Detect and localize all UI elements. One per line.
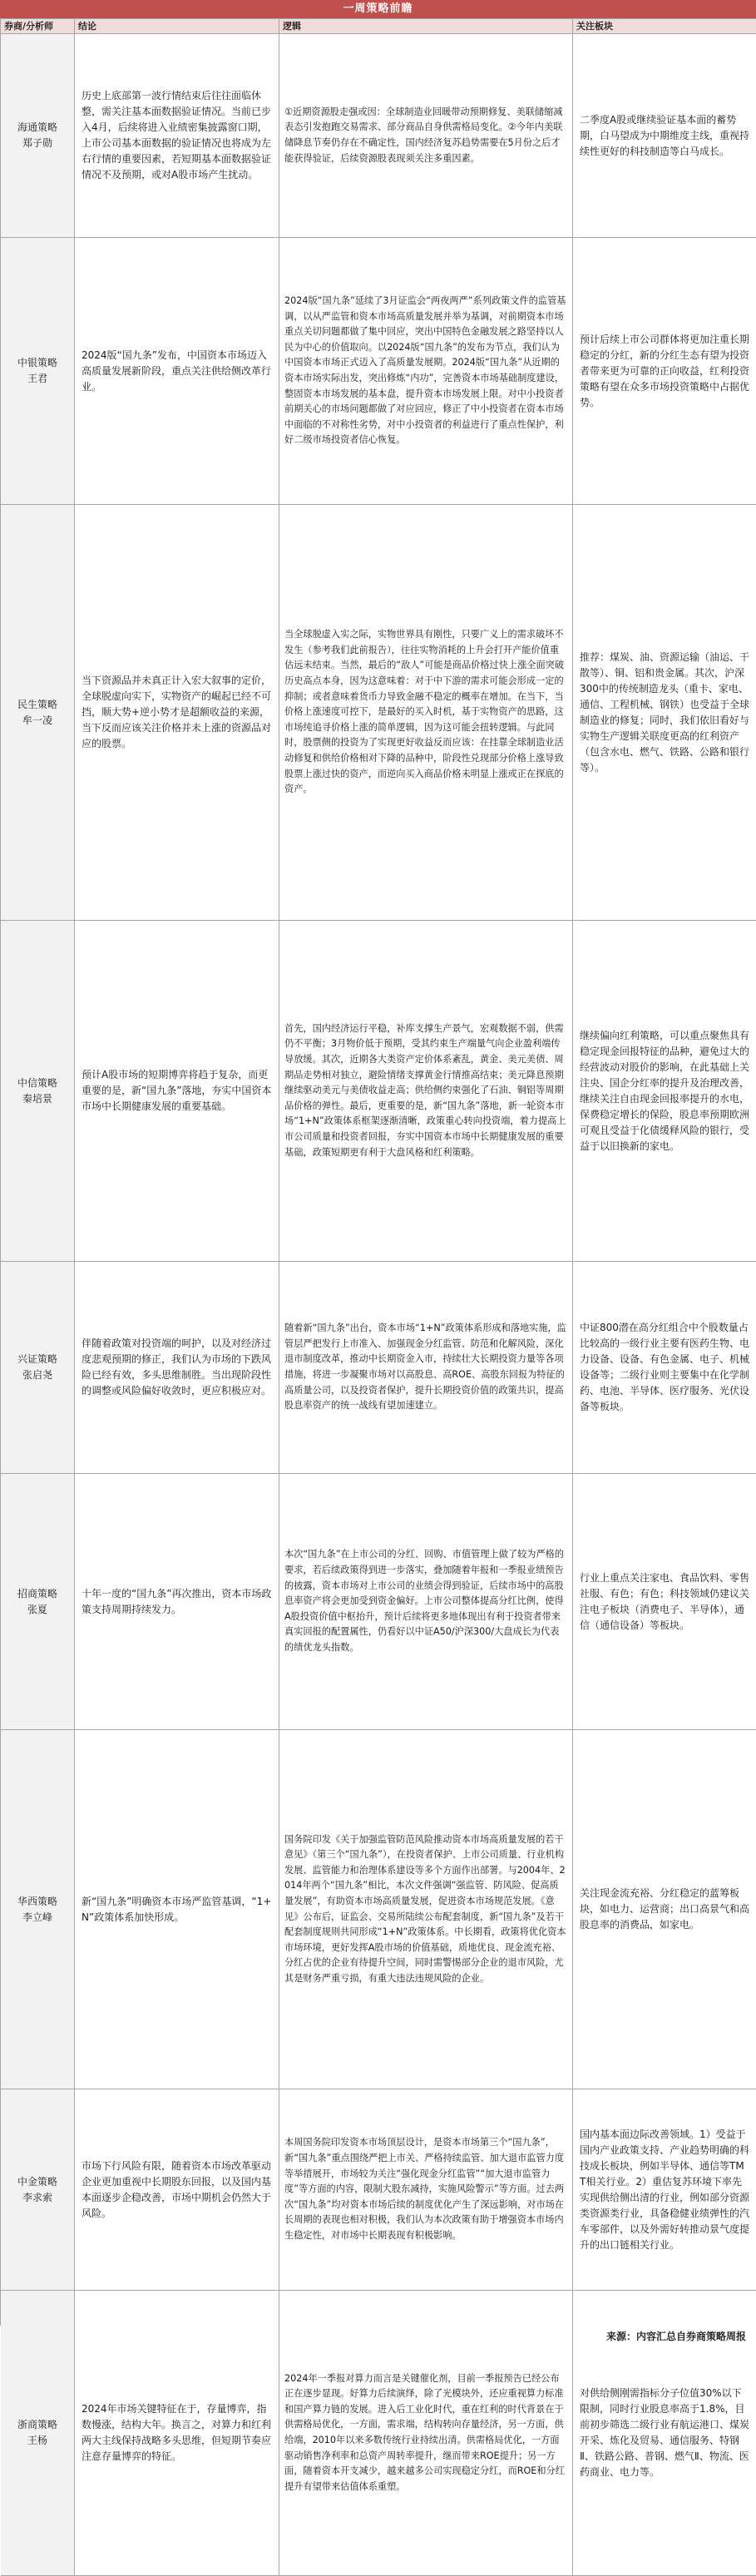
logic-cell: [279, 505, 573, 921]
focus-cell: [573, 1474, 756, 1730]
conclusion-text: 2024版“国九条”发布，中国资本市场迈入高质量发展新阶段，重点关注供给侧改革行业。: [82, 349, 272, 393]
broker-name: 中银策略: [17, 357, 57, 368]
page-title: 一周策略前瞻: [0, 0, 756, 18]
focus-cell: [573, 1730, 756, 2089]
source-note: 来源：内容汇总自券商策略周报: [605, 2331, 746, 2342]
header-analyst: 券商/分析师: [1, 19, 75, 34]
focus-cell: [573, 2089, 756, 2291]
analyst-cell: [1, 34, 75, 238]
analyst-cell: [1, 2089, 75, 2291]
focus-text: 对供给侧刚需指标分子位值30%以下限制，同时行业股息率高于1.8%，目前初步筛选二级行业有航运港口、煤炭开采、炼化及贸易、通信服务、特钢Ⅱ、铁路公路、普钢、燃气Ⅱ、物流、医药商业、电力等。: [580, 2387, 750, 2478]
broker-name: 华西策略: [17, 1895, 57, 1907]
conclusion-cell: [75, 1474, 279, 1730]
logic-text: ①近期资源股走强或因：全球制造业回暖带动预期修复、美联储缩减表态引发抱跑交易需求、部分商品自身供需格局变化。②今年内美联储降息节奏仍存在不确定性，国内经济复苏趋势需要在5月份之后才能获得验证，后续资源股表现须关注多重因素。: [284, 106, 563, 164]
logic-text: 2024版“国九条”延续了3月证监会“两夜两严”系列政策文件的监管基调，以从严监管和资本市场高质量发展并举为基调，对前期资本市场重点关切问题都做了集中回应，突出中国特色金融发展之路坚持以人民为中心的价值取向。以2024版“国九条”的发布为节点，我们认为中国资本市场正式迈入了高质量发展期。2024版“国九条”从近期的资本市场实际出发，突出修炼“内功”，完善资本市场基础制度建设，整固资本市场发展的基本盘，提升资本市场发展上限。对中小投资者前期关心的市场问题都做了对应回应，修正了中小投资者在资本市场中面临的不对称性劣势，对中小投资者的利益进行了重点性保护，利好二级市场投资者信心恢复。: [284, 295, 566, 446]
conclusion-text: 十年一度的“国九条”再次推出，资本市场政策支持周期持续发力。: [82, 1587, 272, 1615]
logic-text: 本次“国九条”在上市公司的分红、回购、市值管理上做了较为严格的要求，若后续政策得到进一步落实，叠加随着年报和一季报业绩预告的披露，资本市场对上市公司的业绩会得到验证，后续市场中的高股息率资产将会更加受到资金偏好。上市公司整体提高分红比例，使得A股投资价值中枢抬升，预计后续将更多地体现出有利于投资者带来真实回报的配置属性，仍看好以中证A50/沪深300/大盘成长为代表的绩优龙头指数。: [284, 1549, 565, 1653]
focus-cell: [573, 921, 756, 1262]
conclusion-text: 预计A股市场的短期博弈将趋于复杂，而更重要的是，新“国九条”落地，夯实中国资本市场中长期健康发展的重要基础。: [82, 1069, 272, 1112]
analyst-name: 秦培景: [22, 1092, 52, 1105]
logic-cell: [279, 921, 573, 1262]
conclusion-text: 新“国九条”明确资本市场严监管基调，“1+N”政策体系加快形成。: [82, 1895, 272, 1923]
broker-name: 民生策略: [17, 698, 57, 710]
focus-text: 推荐：煤炭、油、资源运输（油运、干散等）、铜、铝和贵金属。其次，沪深300中的传统制造龙头（重卡、家电、通信、工程机械、钢铁）也受益于全球制造业的修复；同时，我们依旧看好与实物生产逻辑关联度更高的红利资产（包含水电、燃气、铁路、公路和银行等）。: [580, 650, 750, 774]
logic-cell: [279, 2291, 573, 2576]
analyst-name: 郑子勋: [22, 137, 52, 149]
broker-name: 招商策略: [17, 1587, 57, 1599]
conclusion-cell: [75, 921, 279, 1262]
logic-text: 当全球脱虚入实之际，实物世界具有刚性，只要广义上的需求破坏不发生（参考我们此前报告），往往实物消耗的上升会打开产能价值重估远未结束。当然，最后的“敌人”可能是商品价格过快上涨全面突破历史高点本身，因为这意味着：对于中下游的需求可能会形成一定的抑制；或者意味着货币力导致金融不稳定的概率在增加。在当下，当价格上涨速度可控下，是最好的买入时机，基于实物资产的思路，这市场纯追寻价格上涨的简单逻辑，因为这可能会扭转逻辑。与此同时，股票侧的投资为了实现更好收益反而应该：在挂靠全球制造业活动修复和供给价格相对下降的品种中，阶段性兑现部分价格上涨导致股票上涨过快的资产，而逆向买入商品价格未明显上涨或正在探底的资产。: [284, 629, 565, 795]
broker-name: 兴证策略: [17, 1353, 57, 1365]
conclusion-cell: [75, 2089, 279, 2291]
logic-cell: [279, 34, 573, 238]
conclusion-text: 市场下行风险有限，随着资本市场改革驱动企业更加重视中长期股东回报，以及国内基本面逐步企稳改善，市场中期机会仍然大于风险。: [82, 2159, 272, 2219]
logic-cell: [279, 1730, 573, 2089]
analyst-name: 李求索: [22, 2191, 52, 2203]
focus-text: 二季度A股或继续验证基本面的蓄势期，白马望成为中期维度主线，重视持续性更好的科技制造等白马成长。: [580, 113, 750, 157]
analyst-cell: [1, 505, 75, 921]
focus-text: 预计后续上市公司群体将更加注重长期稳定的分红，新的分红生态有望为投资者带来更为可靠的正向收益，红利投资策略有望在众多市场投资策略中占据优势。: [580, 333, 750, 408]
logic-cell: [279, 2089, 573, 2291]
analyst-cell: [1, 1474, 75, 1730]
conclusion-text: 伴随着政策对投资端的呵护，以及对经济过度悲观预期的修正，我们认为市场的下跌风险已经有效，多头思维制胜。当出现阶段性的调整或风险偏好收敛时，更应积极应对。: [82, 1337, 272, 1397]
analyst-name: 张夏: [27, 1603, 47, 1615]
logic-cell: [279, 1474, 573, 1730]
logic-text: 首先，国内经济运行平稳，补库支撑生产景气，宏观数据不弱，供需仍不平衡；3月物价低于预期，受其约束生产端量气向企业盈利端传导放缓。其次，近期各大类资产定价体系紊乱，黄金、美元美债、周期品走势相对独立，避险情绪支撑黄金行情推高结束；美元降息预期继续驱动美元与美债收益走高；供给侧约束强化了石油、铜铝等周期品价格的弹性。最后，更重要的是，新“国九条”落地，新一轮资本市场“1+N”政策体系框架逐渐清晰，政策重心转向投资端，着力提高上市公司质量和投资者回报，夯实中国资本市场中长期健康发展的重要基础，政策短期更有利于大盘风格和红利策略。: [284, 1022, 566, 1158]
conclusion-cell: [75, 2291, 279, 2576]
focus-cell: [573, 1262, 756, 1474]
logic-cell: [279, 1262, 573, 1474]
conclusion-text: 当下资源品并未真正计入宏大叙事的定价，全球脱虚向实下，实物资产的崛起已经不可挡，顺大势+逆小势才是超额收益的来源，当下反而应该关注价格并未上涨的资源品对应的股票。: [82, 675, 272, 749]
broker-name: 中金策略: [17, 2175, 57, 2188]
focus-cell: [573, 238, 756, 505]
conclusion-cell: [75, 34, 279, 238]
broker-name: 浙商策略: [17, 2419, 57, 2430]
conclusion-cell: [75, 505, 279, 921]
focus-cell: [573, 505, 756, 921]
analyst-cell: [1, 1730, 75, 2089]
conclusion-text: 2024年市场关键特征在于，存量博弈，指数慢涨，结构大年。换言之，对算力和红利两大主线保持战略多头思维，但短期节奏应注意存量博弈的特征。: [82, 2403, 272, 2462]
analyst-cell: [1, 921, 75, 1262]
analyst-cell: [1, 2291, 75, 2576]
logic-cell: [279, 238, 573, 505]
broker-name: 海通策略: [17, 121, 57, 133]
focus-text: 关注现金流充裕、分红稳定的蓝筹板块，如电力、运营商；出口高景气和高股息率的消费品，如家电。: [580, 1887, 750, 1931]
focus-text: 中证800潜在高分红组合中个股数量占比较高的一级行业主要有医药生物、电力设备、设备、有色金属、电子、机械设备等；二级行业则主要集中在化学制药、电池、半导体、医疗服务、光伏设备等板块。: [580, 1322, 750, 1412]
focus-text: 国内基本面边际改善领域。1）受益于国内产业政策支持、产业趋势明确的科技成长板块，例如半导体、通信等TMT相关行业。2）重估复苏环境下率先实现供给侧出清的行业，例如部分资源类资源类行业，具备稳健业绩弹性的汽车零部件，以及外需好转推动景气度提升的出口链相关行业。: [580, 2128, 750, 2251]
focus-text: 行业上重点关注家电、食品饮料、零售社服、有色；有色；科技领域仍建议关注电子板块（消费电子、半导体），通信（通信设备）等板块。: [580, 1571, 750, 1631]
logic-text: 随着新“国九条”出台，资本市场“1+N”政策体系形成和落地实施，监管层严把发行上市准入、加强现金分红监管、防范和化解风险，深化退市制度改革，推动中长期资金入市，持续壮大长期投资力量等各项措施，将进一步凝聚市场对以高股息、高ROE、高股东回报为特征的高质量公司，以及投资者保护，提升长期投资价值的政策共识，提高股息率资产的统一战线有望加速建立。: [284, 1323, 566, 1412]
analyst-name: 王杨: [27, 2435, 47, 2446]
focus-text: 继续偏向红利策略，可以重点聚焦具有稳定现金回报特征的品种，避免过大的经营波动对股价的影响，在此基础上关注央、国企分红率的提升及治理改善，继续关注自由现金回报率提升的水电，保费稳定增长的保险，股息率预期欧洲可观且受益于化债缓释风险的银行，受益于以旧换新的家电。: [580, 1029, 750, 1152]
analyst-name: 李立峰: [22, 1911, 52, 1923]
broker-name: 中信策略: [17, 1076, 57, 1089]
focus-cell: [573, 34, 756, 238]
analyst-name: 王君: [27, 373, 47, 384]
conclusion-cell: [75, 1262, 279, 1474]
conclusion-cell: [75, 238, 279, 505]
conclusion-text: 历史上底部第一波行情结束后往往面临休整，需关注基本面数据验证情况。当前已步入4月，后续将进入业绩密集披露窗口期，上市公司基本面数据的验证情况也将成为左右行情的重要因素，若短期基本面数据验证情况不及预期，或对A股市场产生扰动。: [82, 90, 272, 180]
analyst-name: 牟一凌: [22, 714, 52, 726]
header-conclusion: 结论: [75, 19, 279, 34]
header-logic: 逻辑: [279, 19, 573, 34]
logic-text: 本周国务院印发资本市场顶层设计，是资本市场第三个“国九条”，新“国九条”重点围绕严把上市关、严格持续监管、加大退市监管力度等举措展开，市场较为关注“强化现金分红监管”“加大退市监管力度”等方面的内容，限制大股东减持，实施风险警示”等方面。过去两次“国九条”均对资本市场后续的制度优化产生了深远影响，对市场在长周期的表现也相对积极，我们认为本次政策有助于增强资本市场内生稳定性，对市场中长期表现有积极影响。: [284, 2137, 565, 2241]
header-focus: 关注板块: [573, 19, 756, 34]
analyst-name: 张启尧: [22, 1369, 52, 1381]
conclusion-cell: [75, 1730, 279, 2089]
analyst-cell: [1, 1262, 75, 1474]
logic-text: 2024年一季报对算力而言是关键催化剂，目前一季报预告已经公布正在逐步显现。好算力后续演绎，除了光模块外，还应重视算力标准和国产算力链的发展。进入后工业化时代，重在红利的时代背景在于供需格局优化，一方面，需求端，结构转向存量经济，另一方面，供给端，2010年以来多数传统行业持续出清。供需格局优化，一方面驱动销售净利率和总资产周转率提升，继而带来ROE提升；另一方面，随着资本开支减少，越来越多公司实现稳定分红，而ROE和分红提升有望带来估值体系重塑。: [284, 2372, 565, 2492]
analyst-cell: [1, 238, 75, 505]
logic-text: 国务院印发《关于加强监管防范风险推动资本市场高质量发展的若干意见》（第三个“国九条”），在投资者保护、上市公司质量、行业机构发展、监管能力和治理体系建设等多个方面作出部署。与2004年、2014年两个“国九条”相比，本次文件强调“强监管、防风险、促高质量发展”，有助资本市场高质量发展，促进资本市场规范发展。《意见》公布后，证监会、交易所陆续公布配套制度，新“国九条”及若干配套制度规则共同形成“1+N”政策体系。中长期看，政策将优化资本市场环境，更好发挥A股市场的价值基础，质地优良、现金流充裕、分红占优的企业有待提升空间，同时需警惕部分企业的退市风险，尤其是财务严重亏损，有重大违法违规风险的企业。: [284, 1833, 566, 1984]
